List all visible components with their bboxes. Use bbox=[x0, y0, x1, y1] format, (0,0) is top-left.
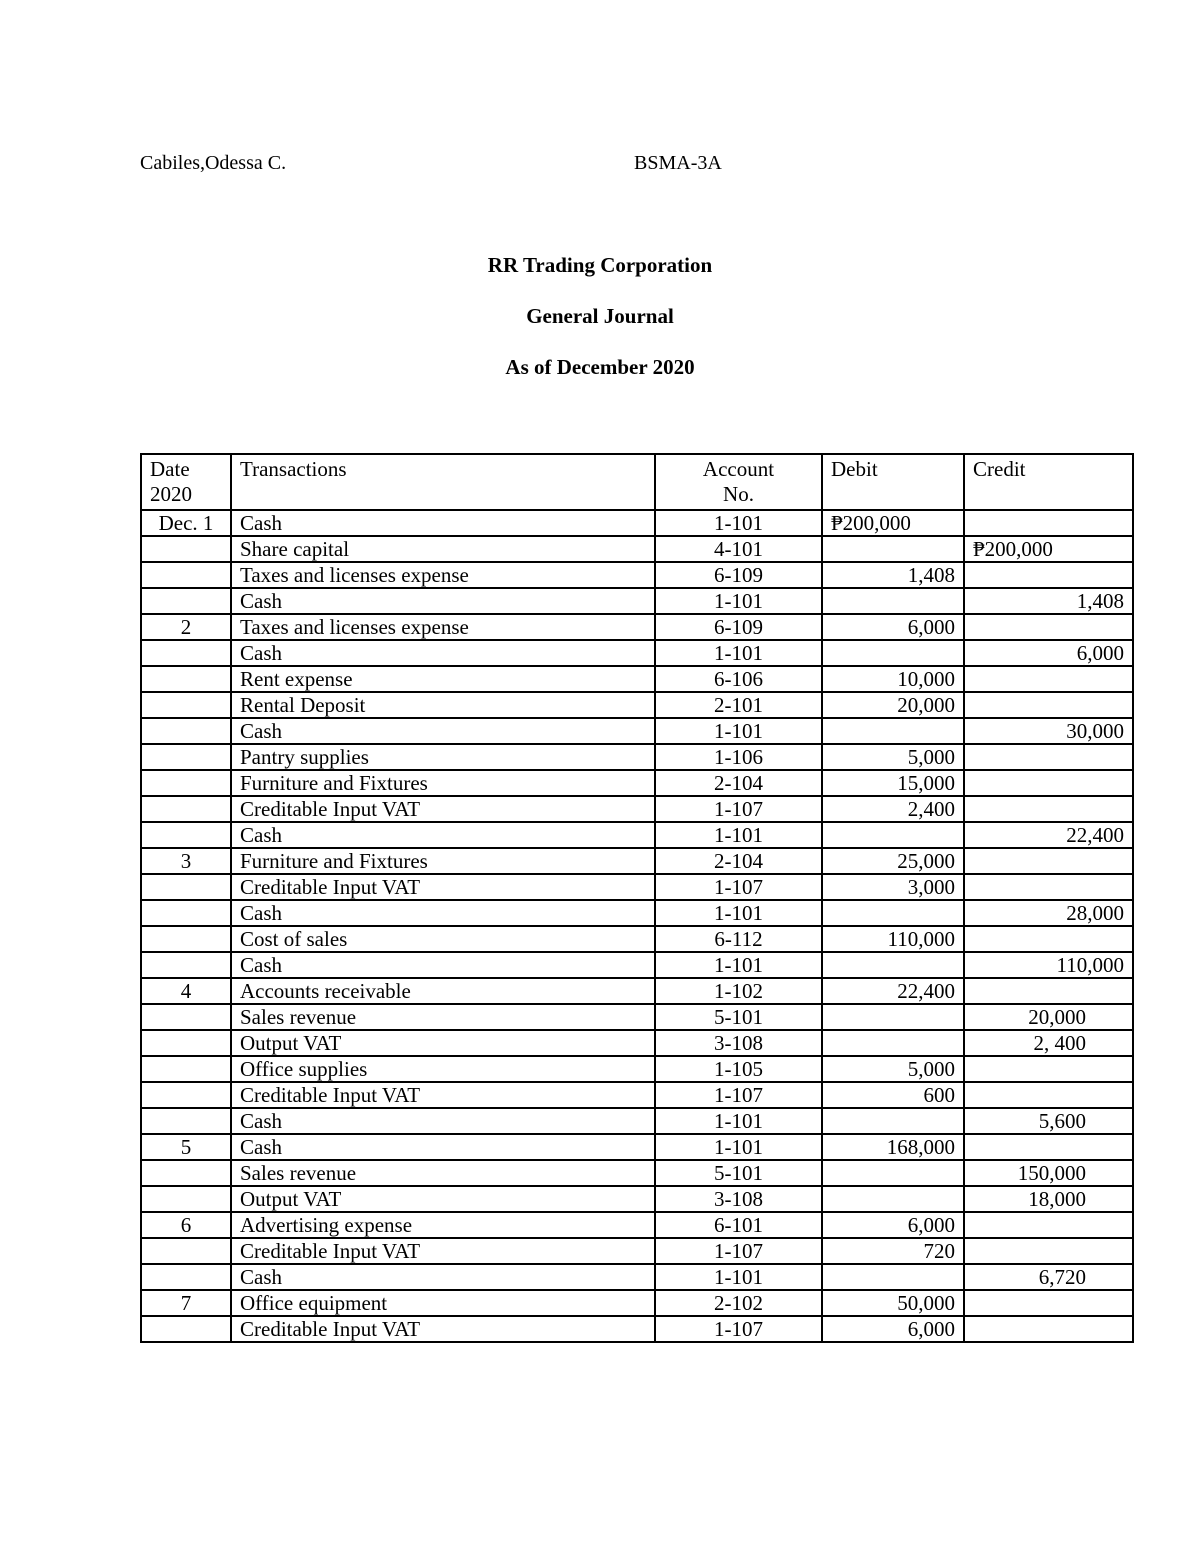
debit-cell: 600 bbox=[822, 1082, 964, 1108]
table-header-row bbox=[141, 454, 1133, 510]
transaction-cell: Cash bbox=[231, 822, 655, 848]
table-row bbox=[141, 744, 1133, 770]
date-cell bbox=[141, 952, 231, 978]
table-row bbox=[141, 1238, 1133, 1264]
table-row bbox=[141, 666, 1133, 692]
account-no-cell: 1-101 bbox=[655, 510, 822, 536]
date-cell bbox=[141, 640, 231, 666]
date-cell bbox=[141, 666, 231, 692]
debit-cell: 20,000 bbox=[822, 692, 964, 718]
table-row bbox=[141, 614, 1133, 640]
transaction-cell: Office equipment bbox=[231, 1290, 655, 1316]
account-no-cell: 1-101 bbox=[655, 1134, 822, 1160]
account-no-cell: 1-101 bbox=[655, 1108, 822, 1134]
transaction-cell: Accounts receivable bbox=[231, 978, 655, 1004]
debit-cell bbox=[822, 718, 964, 744]
debit-cell: 720 bbox=[822, 1238, 964, 1264]
company-name: RR Trading Corporation bbox=[487, 253, 713, 277]
table-row bbox=[141, 1056, 1133, 1082]
account-no-cell: 3-108 bbox=[655, 1186, 822, 1212]
transaction-cell: Furniture and Fixtures bbox=[231, 770, 655, 796]
account-no-cell: 5-101 bbox=[655, 1160, 822, 1186]
transaction-cell: Creditable Input VAT bbox=[231, 796, 655, 822]
transaction-cell: Sales revenue bbox=[231, 1160, 655, 1186]
table-row bbox=[141, 952, 1133, 978]
credit-cell bbox=[964, 874, 1133, 900]
account-no-cell: 2-104 bbox=[655, 770, 822, 796]
debit-cell bbox=[822, 1030, 964, 1056]
debit-cell bbox=[822, 1004, 964, 1030]
account-no-cell: 1-107 bbox=[655, 1082, 822, 1108]
date-cell bbox=[141, 744, 231, 770]
credit-cell: 18,000 bbox=[964, 1186, 1133, 1212]
debit-cell bbox=[822, 822, 964, 848]
transaction-cell: Cash bbox=[231, 640, 655, 666]
account-no-cell: 4-101 bbox=[655, 536, 822, 562]
col-header-transactions: Transactions bbox=[231, 454, 655, 510]
credit-cell bbox=[964, 666, 1133, 692]
debit-cell: 50,000 bbox=[822, 1290, 964, 1316]
col-header-credit: Credit bbox=[964, 454, 1133, 510]
table-row bbox=[141, 510, 1133, 536]
account-no-cell: 1-101 bbox=[655, 640, 822, 666]
date-cell: 2 bbox=[141, 614, 231, 640]
date-cell bbox=[141, 1056, 231, 1082]
transaction-cell: Office supplies bbox=[231, 1056, 655, 1082]
date-cell: 5 bbox=[141, 1134, 231, 1160]
credit-cell bbox=[964, 510, 1133, 536]
debit-cell bbox=[822, 1160, 964, 1186]
section-label: BSMA-3A bbox=[634, 152, 722, 174]
credit-cell: 150,000 bbox=[964, 1160, 1133, 1186]
account-no-cell: 1-102 bbox=[655, 978, 822, 1004]
credit-cell bbox=[964, 770, 1133, 796]
transaction-cell: Output VAT bbox=[231, 1186, 655, 1212]
debit-cell: 6,000 bbox=[822, 1316, 964, 1342]
date-cell bbox=[141, 1264, 231, 1290]
transaction-cell: Creditable Input VAT bbox=[231, 874, 655, 900]
debit-cell: 5,000 bbox=[822, 744, 964, 770]
date-cell bbox=[141, 770, 231, 796]
account-no-cell: 3-108 bbox=[655, 1030, 822, 1056]
date-cell bbox=[141, 1316, 231, 1342]
credit-cell bbox=[964, 692, 1133, 718]
transaction-cell: Cost of sales bbox=[231, 926, 655, 952]
date-cell bbox=[141, 1004, 231, 1030]
period-title: As of December 2020 bbox=[505, 355, 695, 379]
date-cell bbox=[141, 1160, 231, 1186]
general-journal-table bbox=[140, 453, 1134, 1343]
transaction-cell: Share capital bbox=[231, 536, 655, 562]
debit-cell: 110,000 bbox=[822, 926, 964, 952]
account-no-cell: 1-101 bbox=[655, 1264, 822, 1290]
debit-cell: ₱200,000 bbox=[822, 510, 964, 536]
credit-cell bbox=[964, 926, 1133, 952]
table-row bbox=[141, 1290, 1133, 1316]
table-row bbox=[141, 848, 1133, 874]
date-cell bbox=[141, 1030, 231, 1056]
account-no-cell: 6-109 bbox=[655, 614, 822, 640]
credit-cell: 1,408 bbox=[964, 588, 1133, 614]
date-cell bbox=[141, 1186, 231, 1212]
table-row bbox=[141, 1212, 1133, 1238]
credit-cell: 6,000 bbox=[964, 640, 1133, 666]
debit-cell bbox=[822, 952, 964, 978]
credit-cell bbox=[964, 796, 1133, 822]
col-header-debit: Debit bbox=[822, 454, 964, 510]
debit-cell bbox=[822, 1264, 964, 1290]
debit-cell: 10,000 bbox=[822, 666, 964, 692]
table-row bbox=[141, 536, 1133, 562]
table-row bbox=[141, 1134, 1133, 1160]
table-row bbox=[141, 1186, 1133, 1212]
table-row bbox=[141, 770, 1133, 796]
credit-cell bbox=[964, 1290, 1133, 1316]
date-cell bbox=[141, 1108, 231, 1134]
credit-cell: 110,000 bbox=[964, 952, 1133, 978]
table-row bbox=[141, 874, 1133, 900]
date-cell: 6 bbox=[141, 1212, 231, 1238]
credit-cell: ₱200,000 bbox=[964, 536, 1133, 562]
table-row bbox=[141, 692, 1133, 718]
account-no-cell: 1-107 bbox=[655, 1238, 822, 1264]
date-cell: 7 bbox=[141, 1290, 231, 1316]
credit-cell bbox=[964, 562, 1133, 588]
journal-body bbox=[141, 510, 1133, 1342]
credit-cell bbox=[964, 1134, 1133, 1160]
credit-cell bbox=[964, 1316, 1133, 1342]
date-cell bbox=[141, 1082, 231, 1108]
debit-cell: 6,000 bbox=[822, 614, 964, 640]
debit-cell: 15,000 bbox=[822, 770, 964, 796]
table-row bbox=[141, 900, 1133, 926]
transaction-cell: Advertising expense bbox=[231, 1212, 655, 1238]
debit-cell bbox=[822, 1108, 964, 1134]
transaction-cell: Cash bbox=[231, 900, 655, 926]
date-cell bbox=[141, 1238, 231, 1264]
date-cell: Dec. 1 bbox=[141, 510, 231, 536]
transaction-cell: Sales revenue bbox=[231, 1004, 655, 1030]
date-cell bbox=[141, 874, 231, 900]
transaction-cell: Cash bbox=[231, 952, 655, 978]
date-cell bbox=[141, 692, 231, 718]
credit-cell: 30,000 bbox=[964, 718, 1133, 744]
transaction-cell: Cash bbox=[231, 1264, 655, 1290]
debit-cell bbox=[822, 900, 964, 926]
col-header-account-no: Account No. bbox=[655, 454, 822, 510]
table-row bbox=[141, 588, 1133, 614]
credit-cell bbox=[964, 1082, 1133, 1108]
transaction-cell: Taxes and licenses expense bbox=[231, 614, 655, 640]
debit-cell: 6,000 bbox=[822, 1212, 964, 1238]
debit-cell bbox=[822, 1186, 964, 1212]
table-row bbox=[141, 640, 1133, 666]
debit-cell: 25,000 bbox=[822, 848, 964, 874]
credit-cell bbox=[964, 1212, 1133, 1238]
debit-cell: 1,408 bbox=[822, 562, 964, 588]
account-no-cell: 6-112 bbox=[655, 926, 822, 952]
table-row bbox=[141, 796, 1133, 822]
date-cell: 3 bbox=[141, 848, 231, 874]
col-header-date: Date 2020 bbox=[141, 454, 231, 510]
account-no-cell: 2-102 bbox=[655, 1290, 822, 1316]
debit-cell bbox=[822, 640, 964, 666]
transaction-cell: Cash bbox=[231, 510, 655, 536]
account-no-cell: 1-107 bbox=[655, 796, 822, 822]
account-no-cell: 2-101 bbox=[655, 692, 822, 718]
account-no-cell: 1-101 bbox=[655, 718, 822, 744]
transaction-cell: Creditable Input VAT bbox=[231, 1316, 655, 1342]
date-cell: 4 bbox=[141, 978, 231, 1004]
debit-cell: 168,000 bbox=[822, 1134, 964, 1160]
account-no-cell: 1-101 bbox=[655, 900, 822, 926]
date-cell bbox=[141, 900, 231, 926]
transaction-cell: Creditable Input VAT bbox=[231, 1082, 655, 1108]
account-no-cell: 1-107 bbox=[655, 1316, 822, 1342]
transaction-cell: Cash bbox=[231, 588, 655, 614]
debit-cell bbox=[822, 536, 964, 562]
credit-cell: 2, 400 bbox=[964, 1030, 1133, 1056]
document-titles bbox=[0, 250, 1200, 403]
date-cell bbox=[141, 822, 231, 848]
transaction-cell: Cash bbox=[231, 1108, 655, 1134]
transaction-cell: Rent expense bbox=[231, 666, 655, 692]
date-cell bbox=[141, 796, 231, 822]
account-no-cell: 1-106 bbox=[655, 744, 822, 770]
credit-cell bbox=[964, 614, 1133, 640]
credit-cell bbox=[964, 1238, 1133, 1264]
student-name: Cabiles,Odessa C. bbox=[140, 152, 287, 174]
table-row bbox=[141, 926, 1133, 952]
account-no-cell: 6-106 bbox=[655, 666, 822, 692]
credit-cell bbox=[964, 848, 1133, 874]
table-row bbox=[141, 978, 1133, 1004]
account-no-cell: 6-109 bbox=[655, 562, 822, 588]
credit-cell: 28,000 bbox=[964, 900, 1133, 926]
credit-cell bbox=[964, 978, 1133, 1004]
credit-cell bbox=[964, 1056, 1133, 1082]
date-cell bbox=[141, 718, 231, 744]
page-header bbox=[140, 152, 1040, 182]
table-row bbox=[141, 1264, 1133, 1290]
account-no-cell: 2-104 bbox=[655, 848, 822, 874]
table-row bbox=[141, 1160, 1133, 1186]
table-row bbox=[141, 1004, 1133, 1030]
table-row bbox=[141, 1082, 1133, 1108]
debit-cell: 5,000 bbox=[822, 1056, 964, 1082]
date-cell bbox=[141, 536, 231, 562]
date-cell bbox=[141, 926, 231, 952]
journal-title: General Journal bbox=[526, 304, 674, 328]
debit-cell: 22,400 bbox=[822, 978, 964, 1004]
date-cell bbox=[141, 588, 231, 614]
credit-cell bbox=[964, 744, 1133, 770]
transaction-cell: Output VAT bbox=[231, 1030, 655, 1056]
table-row bbox=[141, 1108, 1133, 1134]
account-no-cell: 1-105 bbox=[655, 1056, 822, 1082]
account-no-cell: 1-101 bbox=[655, 952, 822, 978]
transaction-cell: Taxes and licenses expense bbox=[231, 562, 655, 588]
date-cell bbox=[141, 562, 231, 588]
table-row bbox=[141, 1316, 1133, 1342]
transaction-cell: Cash bbox=[231, 718, 655, 744]
account-no-cell: 1-101 bbox=[655, 588, 822, 614]
table-row bbox=[141, 822, 1133, 848]
debit-cell: 3,000 bbox=[822, 874, 964, 900]
transaction-cell: Rental Deposit bbox=[231, 692, 655, 718]
account-no-cell: 1-107 bbox=[655, 874, 822, 900]
debit-cell bbox=[822, 588, 964, 614]
transaction-cell: Creditable Input VAT bbox=[231, 1238, 655, 1264]
credit-cell: 22,400 bbox=[964, 822, 1133, 848]
account-no-cell: 6-101 bbox=[655, 1212, 822, 1238]
transaction-cell: Cash bbox=[231, 1134, 655, 1160]
credit-cell: 6,720 bbox=[964, 1264, 1133, 1290]
debit-cell: 2,400 bbox=[822, 796, 964, 822]
table-row bbox=[141, 1030, 1133, 1056]
credit-cell: 5,600 bbox=[964, 1108, 1133, 1134]
credit-cell: 20,000 bbox=[964, 1004, 1133, 1030]
transaction-cell: Furniture and Fixtures bbox=[231, 848, 655, 874]
account-no-cell: 5-101 bbox=[655, 1004, 822, 1030]
table-row bbox=[141, 562, 1133, 588]
table-row bbox=[141, 718, 1133, 744]
account-no-cell: 1-101 bbox=[655, 822, 822, 848]
transaction-cell: Pantry supplies bbox=[231, 744, 655, 770]
